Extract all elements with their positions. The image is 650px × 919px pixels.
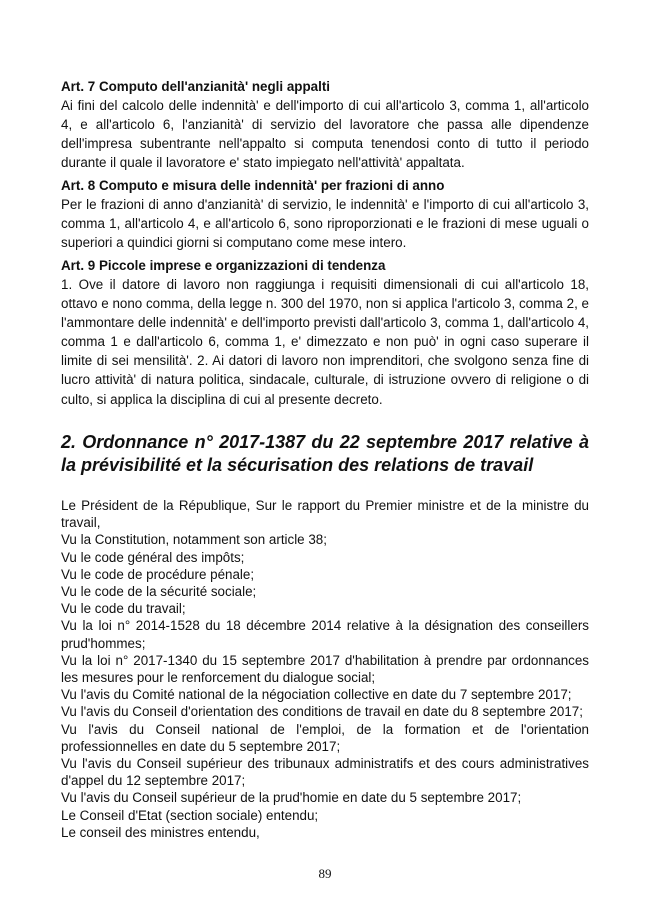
ordonnance-preamble	[61, 497, 589, 841]
article-title: Art. 7 Computo dell'anzianità' negli appalti	[61, 79, 330, 94]
preamble-line: Vu la loi n° 2014-1528 du 18 décembre 2014 relative à la désignation des conseillers prud'hommes;	[61, 618, 589, 651]
article-title: Art. 8 Computo e misura delle indennità' per frazioni di anno	[61, 178, 445, 193]
preamble-line: Vu l'avis du Conseil national de l'emploi, de la formation et de l'orientation professionnelles en date du 5 septembre 2017;	[61, 721, 589, 754]
preamble-line: Vu la loi n° 2017-1340 du 15 septembre 2017 d'habilitation à prendre par ordonnances les mesures pour le renforcement du dialogue social;	[61, 652, 589, 686]
article-title: Art. 9 Piccole imprese e organizzazioni di tendenza	[61, 258, 386, 273]
article-body: Per le frazioni di anno d'anzianità' di servizio, le indennità' e l'importo di cui all'articolo 3, comma 1, all'articolo 4, e all'articolo 6, sono riproporzionati e le frazioni di mese uguali o superiori a quindici giorni si computano come mese intero.	[61, 197, 589, 251]
article-body: 1. Ove il datore di lavoro non raggiunga i requisiti dimensionali di cui all'articolo 18, ottavo e nono comma, della legge n. 300 del 1970, non si applica l'articolo 3, comma 2, e l'ammontare delle indennità' e dell'importo previsti dall'articolo 3, comma 1, dall'articolo 4, comma 1 e dall'articolo 6, comma 1, e' dimezzato e non può' in ogni caso superare il limite di sei mensilità'. 2. Ai datori di lavoro non imprenditori, che svolgono senza fine di lucro attività' di natura politica, sindacale, culturale, di istruzione ovvero di religione o di culto, si applica la disciplina di cui al presente decreto.	[61, 277, 589, 407]
preamble-line: Vu l'avis du Conseil d'orientation des conditions de travail en date du 8 septembre 2017;	[61, 704, 583, 720]
article-9	[61, 256, 589, 409]
preamble-line: Vu l'avis du Conseil supérieur des tribunaux administratifs et des cours administratives d'appel du 12 septembre 2017;	[61, 756, 589, 789]
preamble-line: Vu la Constitution, notamment son article 38;	[61, 532, 327, 548]
article-body: Ai fini del calcolo delle indennità' e dell'importo di cui all'articolo 3, comma 1, all'articolo 4, e all'articolo 6, l'anzianità' di servizio del lavoratore che passa alle dipendenze dell'impresa subentrante nell'appalto si computa tenendosi conto di tutto il periodo durante il quale il lavoratore e' stato impiegato nell'attività' appaltata.	[61, 98, 589, 171]
preamble-line: Vu l'avis du Conseil supérieur de la prud'homie en date du 5 septembre 2017;	[61, 790, 522, 806]
section-heading: 2. Ordonnance n° 2017-1387 du 22 septembre 2017 relative à la prévisibilité et la sécurisation des relations de travail	[61, 432, 589, 475]
article-7	[61, 77, 589, 172]
article-8	[61, 176, 589, 252]
preamble-line: Le Président de la République, Sur le rapport du Premier ministre et de la ministre du travail,	[61, 498, 589, 531]
preamble-line: Vu le code du travail;	[61, 601, 186, 617]
preamble-line: Vu le code de la sécurité sociale;	[61, 584, 257, 600]
preamble-line: Vu le code de procédure pénale;	[61, 566, 255, 582]
preamble-line: Le conseil des ministres entendu,	[61, 824, 260, 840]
page-number: 89	[318, 866, 332, 881]
preamble-line: Vu le code général des impôts;	[61, 549, 245, 565]
preamble-line: Le Conseil d'Etat (section sociale) entendu;	[61, 807, 319, 823]
preamble-line: Vu l'avis du Comité national de la négociation collective en date du 7 septembre 2017;	[61, 687, 572, 703]
